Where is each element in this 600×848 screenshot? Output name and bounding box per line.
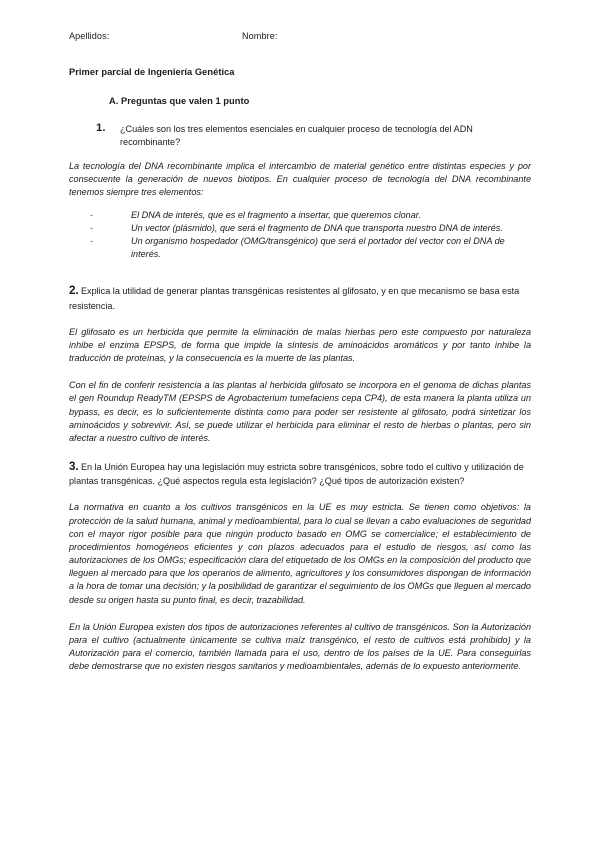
question-2-answer-paragraph-2: Con el fin de conferir resistencia a las plantas al herbicida glifosato se incorpora en el genoma de dichas plantas el gen Roundup ReadyTM (EPSPS de Agrobacterium tumefaciens cepa CP4), de esta manera la planta utiliza un bypass, es decir, es lo suficientemente distinta como para poder ser resistente al glifosato, podrá sintetizar los aminoácidos y sobrevivir. Así, se puede utilizar el herbicida para eliminar el resto de hierbas o plantas, pero sin afectar a nuestro cultivo de interés. bbox=[69, 380, 531, 443]
question-1-answer-paragraph-1: La tecnología del DNA recombinante implica el intercambio de material genético entre distintas especies y por consecuente la generación de nuevos biotipos. En cualquier proceso de tecnología del DNA recombinante tenemos siempre tres elementos: bbox=[69, 161, 531, 198]
apellidos-label: Apellidos: bbox=[69, 31, 110, 41]
question-2-number: 2. bbox=[69, 284, 79, 298]
question-3-answer-paragraph-1: La normativa en cuanto a los cultivos transgénicos en la UE es muy estricta. Se tienen como objetivos: la protección de la salud humana, animal y medioambiental, para lo cual se llevan a cabo evaluaciones de seguridad con el mayor rigor posible para que ningún producto basado en OMG se comercialice; el establecimiento de procedimientos homogéneos eficientes y con plazos adecuados para el estudio de riesgos, así como las autorizaciones de los OMGs; especificación clara del etiquetado de los OMGs en la composición del producto que lleguen al mercado para que los operarios de alimento, agricultores y los consumidores dispongan de información a la hora de tomar una decisión; y la posibilidad de garantizar el seguimiento de los OMGs que lleguen al mercado desde su origen hasta su punto final, es decir, trazabilidad. bbox=[69, 502, 531, 605]
question-3-number: 3. bbox=[69, 460, 79, 474]
list-item-text: Un organismo hospedador (OMG/transgénico) que será el portador del vector con el DNA de interés. bbox=[131, 235, 505, 260]
question-1-bullet-list bbox=[69, 209, 531, 262]
list-item bbox=[90, 209, 531, 222]
question-2-answer-paragraph-1: El glifosato es un herbicida que permite la eliminación de malas hierbas pero este compuesto por naturaleza inhibe el enzima EPSPS, de forma que impide la síntesis de aminoácidos aromáticos y por tanto inhibe la traducción de proteínas, y la consecuencia es la muerte de las plantas. bbox=[69, 326, 531, 363]
question-1-number: 1. bbox=[96, 122, 106, 134]
bullet-dash-icon: - bbox=[90, 235, 94, 246]
question-3-answer-paragraph-2: En la Unión Europea existen dos tipos de autorizaciones referentes al cultivo de transgénicos. Son la Autorización para el cultivo (actualmente únicamente se cultiva maíz transgénico, el resto de cultivos está prohibido) y la Autorización para el comercio, también llamada para el uso, dentro de los países de la UE. Para conseguirlas debe demostrarse que no existen riesgos sanitarios y medioambientales, además de lo expuesto anteriormente. bbox=[69, 621, 531, 672]
list-item bbox=[90, 235, 531, 261]
question-2-text: Explica la utilidad de generar plantas transgénicas resistentes al glifosato, y en que mecanismo se basa esta resistencia. bbox=[69, 286, 520, 311]
question-3-prompt bbox=[69, 459, 531, 488]
list-item-text: El DNA de interés, que es el fragmento a insertar, que queremos clonar. bbox=[131, 209, 421, 220]
question-2-prompt bbox=[69, 283, 531, 312]
list-item bbox=[90, 222, 531, 235]
bullet-dash-icon: - bbox=[90, 209, 94, 220]
student-name-row bbox=[69, 31, 531, 47]
document-content bbox=[69, 0, 531, 673]
list-item-text: Un vector (plásmido), que será el fragmento de DNA que transporta nuestro DNA de interés. bbox=[131, 222, 503, 233]
question-3-text: En la Unión Europea hay una legislación muy estricta sobre transgénicos, sobre todo el cultivo y utilización de plantas transgénicas. ¿Qué aspectos regula esta legislación? ¿Qué tipos de autorización existen? bbox=[69, 462, 524, 487]
nombre-label: Nombre: bbox=[242, 31, 278, 41]
question-1-prompt bbox=[96, 123, 531, 148]
question-1-text: ¿Cuáles son los tres elementos esenciales en cualquier proceso de tecnología del ADN recombinante? bbox=[120, 124, 473, 147]
document-title: Primer parcial de Ingeniería Genética bbox=[69, 67, 235, 77]
bullet-dash-icon: - bbox=[90, 222, 94, 233]
section-heading-a: A. Preguntas que valen 1 punto bbox=[109, 96, 250, 106]
